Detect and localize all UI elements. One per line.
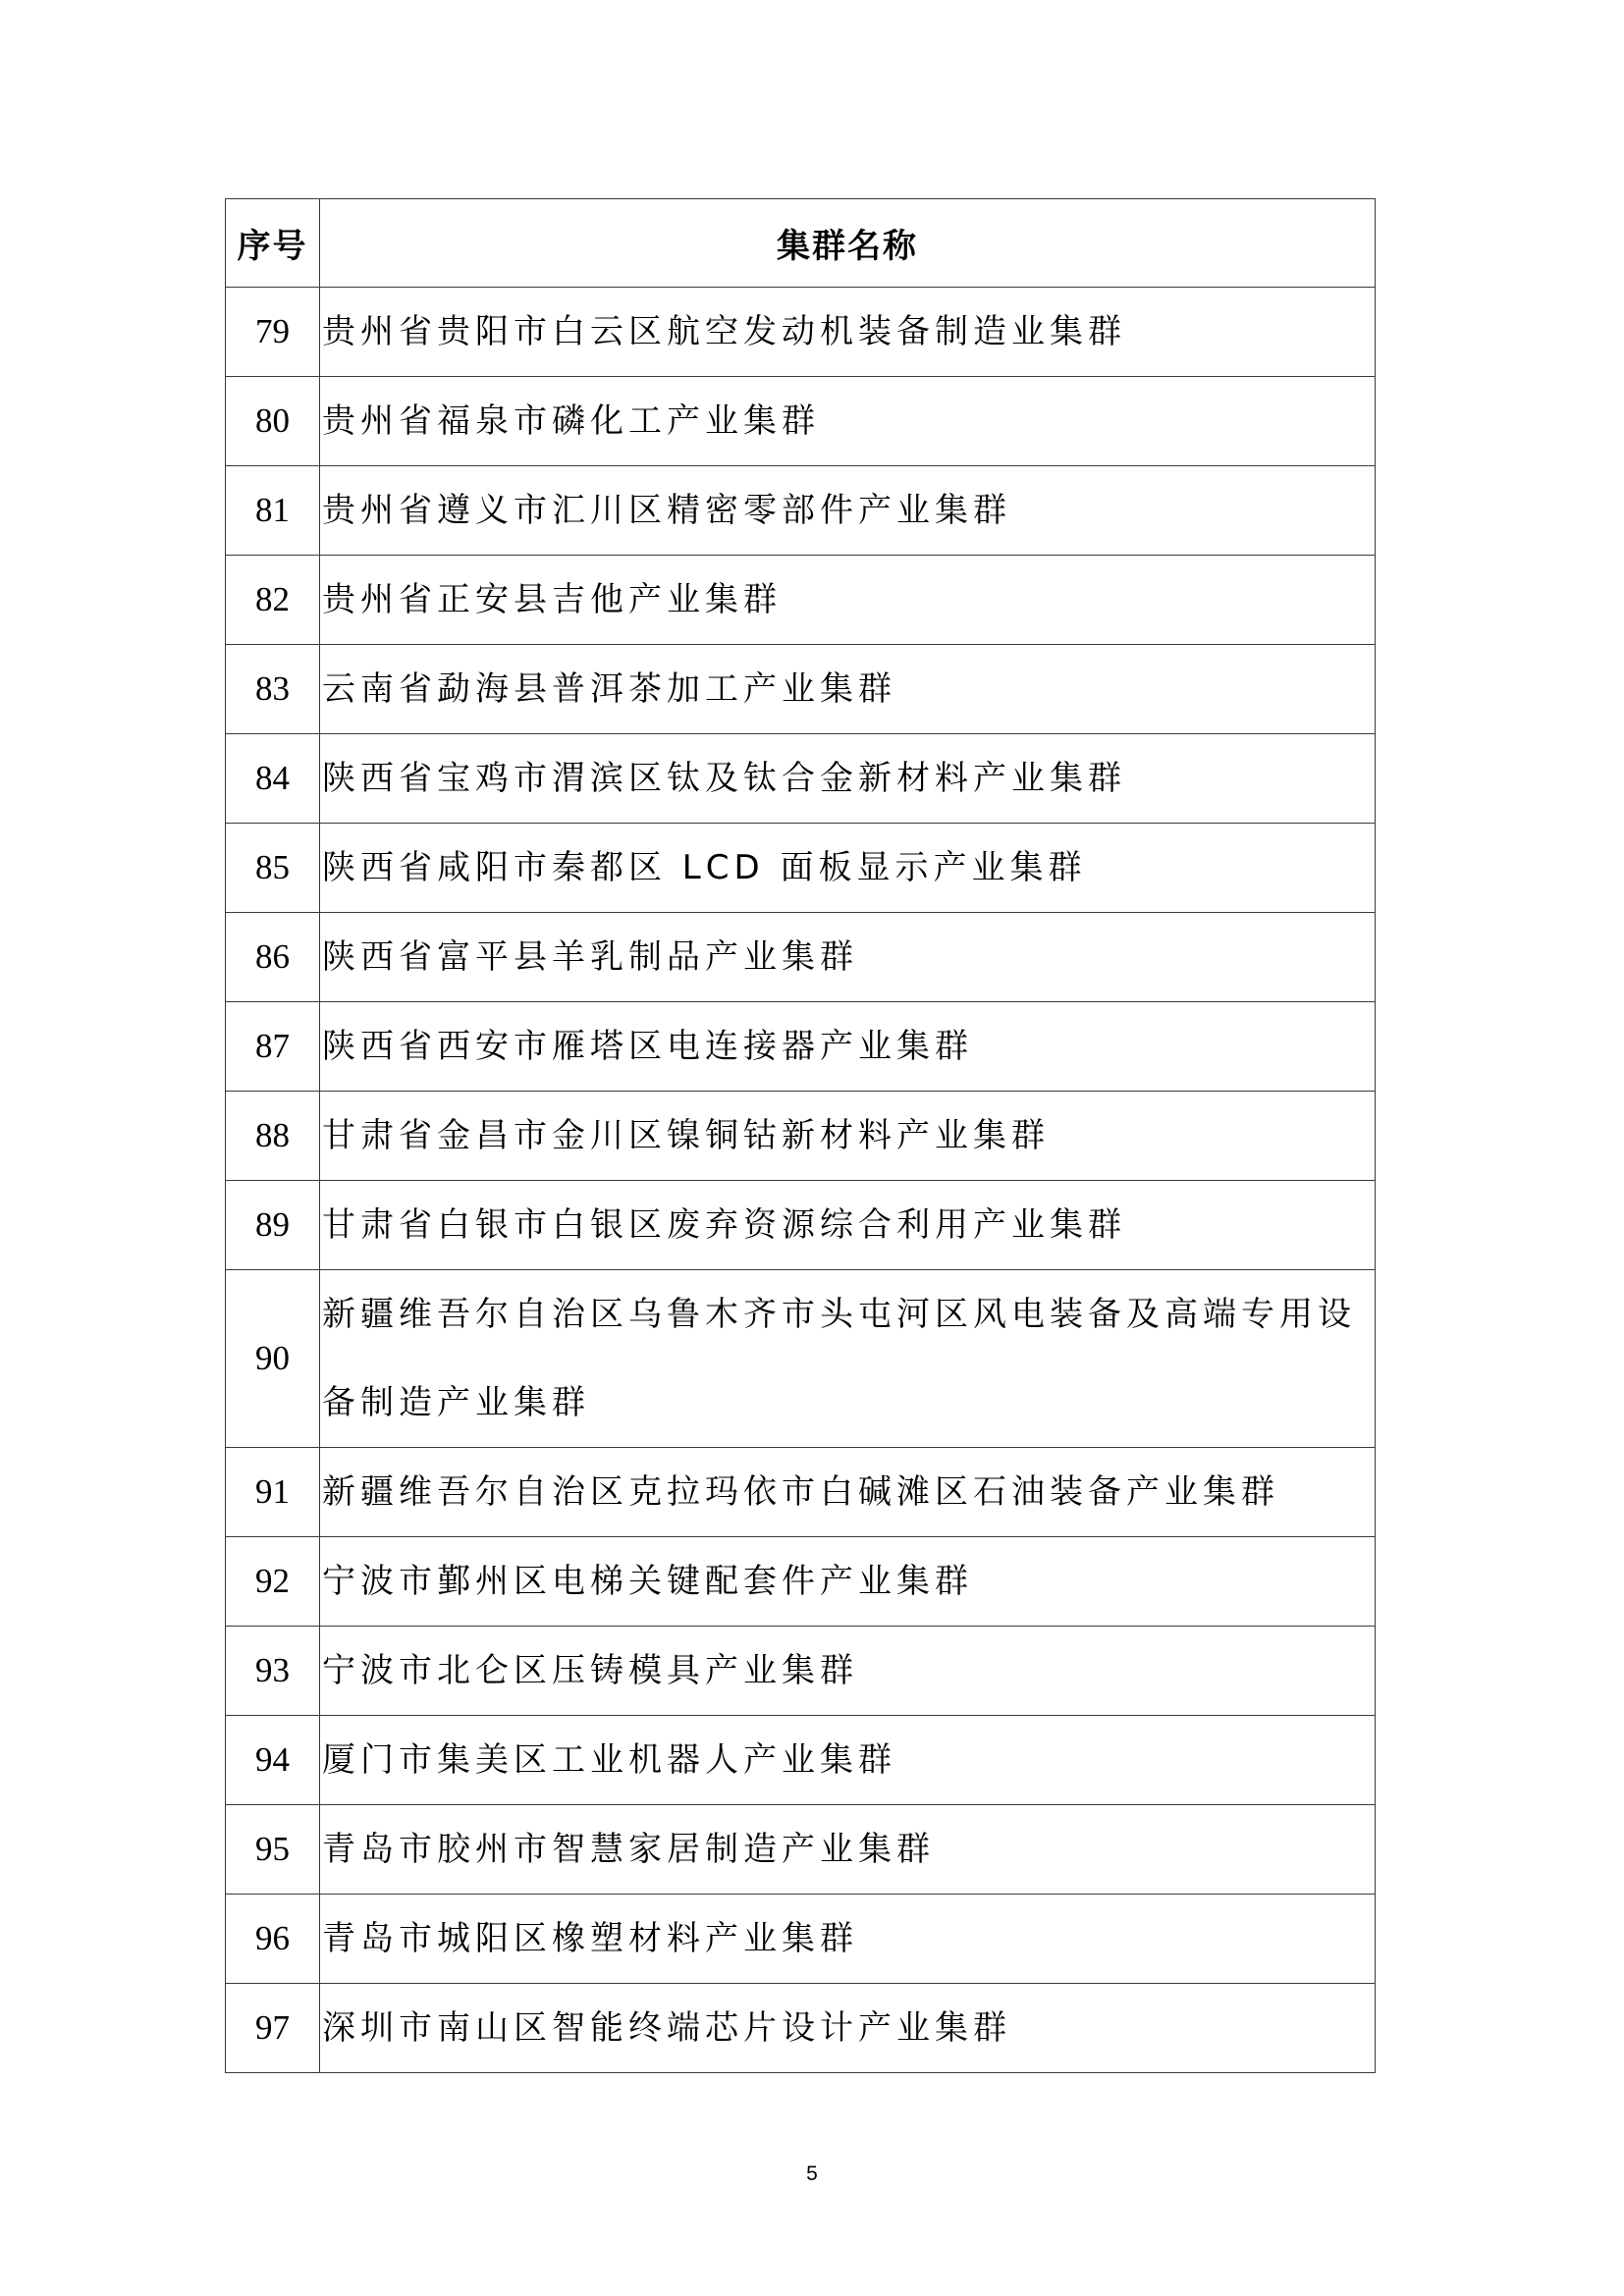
row-number: 91: [226, 1448, 320, 1537]
cluster-name: 深圳市南山区智能终端芯片设计产业集群: [320, 1984, 1376, 2073]
row-number: 85: [226, 824, 320, 913]
row-number: 95: [226, 1805, 320, 1895]
cluster-name: 贵州省正安县吉他产业集群: [320, 556, 1376, 645]
page-number: 5: [806, 2163, 818, 2185]
cluster-name: 贵州省贵阳市白云区航空发动机装备制造业集群: [320, 288, 1376, 377]
table-header-row: [226, 199, 1376, 288]
table-row: [226, 1984, 1376, 2073]
cluster-name: 陕西省西安市雁塔区电连接器产业集群: [320, 1002, 1376, 1092]
table-row: [226, 913, 1376, 1002]
table-row: [226, 377, 1376, 466]
table-row: [226, 1092, 1376, 1181]
cluster-name: 贵州省福泉市磷化工产业集群: [320, 377, 1376, 466]
cluster-name: 新疆维吾尔自治区克拉玛依市白碱滩区石油装备产业集群: [320, 1448, 1376, 1537]
table-row: [226, 824, 1376, 913]
row-number: 83: [226, 645, 320, 734]
row-number: 94: [226, 1716, 320, 1805]
row-number: 90: [226, 1270, 320, 1448]
cluster-list-table: [225, 198, 1376, 2073]
cluster-name: 陕西省宝鸡市渭滨区钛及钛合金新材料产业集群: [320, 734, 1376, 824]
table-row: [226, 1627, 1376, 1716]
cluster-name: 甘肃省白银市白银区废弃资源综合利用产业集群: [320, 1181, 1376, 1270]
cluster-name: 宁波市鄞州区电梯关键配套件产业集群: [320, 1537, 1376, 1627]
table-row: [226, 1002, 1376, 1092]
cluster-name: 青岛市城阳区橡塑材料产业集群: [320, 1895, 1376, 1984]
table-row: [226, 645, 1376, 734]
table-row: [226, 1805, 1376, 1895]
row-number: 96: [226, 1895, 320, 1984]
cluster-name: 陕西省富平县羊乳制品产业集群: [320, 913, 1376, 1002]
row-number: 93: [226, 1627, 320, 1716]
row-number: 87: [226, 1002, 320, 1092]
row-number: 84: [226, 734, 320, 824]
cluster-name: 陕西省咸阳市秦都区 LCD 面板显示产业集群: [320, 824, 1376, 913]
header-number: 序号: [226, 199, 320, 288]
table-row: [226, 1181, 1376, 1270]
table-row: [226, 734, 1376, 824]
row-number: 81: [226, 466, 320, 556]
table-row: [226, 556, 1376, 645]
cluster-name: 青岛市胶州市智慧家居制造产业集群: [320, 1805, 1376, 1895]
table-row: [226, 1537, 1376, 1627]
table-row: [226, 1448, 1376, 1537]
cluster-name: 贵州省遵义市汇川区精密零部件产业集群: [320, 466, 1376, 556]
row-number: 92: [226, 1537, 320, 1627]
table-row: [226, 288, 1376, 377]
row-number: 97: [226, 1984, 320, 2073]
row-number: 88: [226, 1092, 320, 1181]
row-number: 79: [226, 288, 320, 377]
cluster-name: 甘肃省金昌市金川区镍铜钴新材料产业集群: [320, 1092, 1376, 1181]
row-number: 89: [226, 1181, 320, 1270]
cluster-name: 新疆维吾尔自治区乌鲁木齐市头屯河区风电装备及高端专用设备制造产业集群: [320, 1270, 1376, 1448]
table-row: [226, 1716, 1376, 1805]
row-number: 80: [226, 377, 320, 466]
cluster-name: 宁波市北仑区压铸模具产业集群: [320, 1627, 1376, 1716]
table-row: [226, 466, 1376, 556]
table-row: [226, 1270, 1376, 1448]
cluster-name: 云南省勐海县普洱茶加工产业集群: [320, 645, 1376, 734]
cluster-name: 厦门市集美区工业机器人产业集群: [320, 1716, 1376, 1805]
row-number: 82: [226, 556, 320, 645]
row-number: 86: [226, 913, 320, 1002]
header-cluster-name: 集群名称: [320, 199, 1376, 288]
table-row: [226, 1895, 1376, 1984]
